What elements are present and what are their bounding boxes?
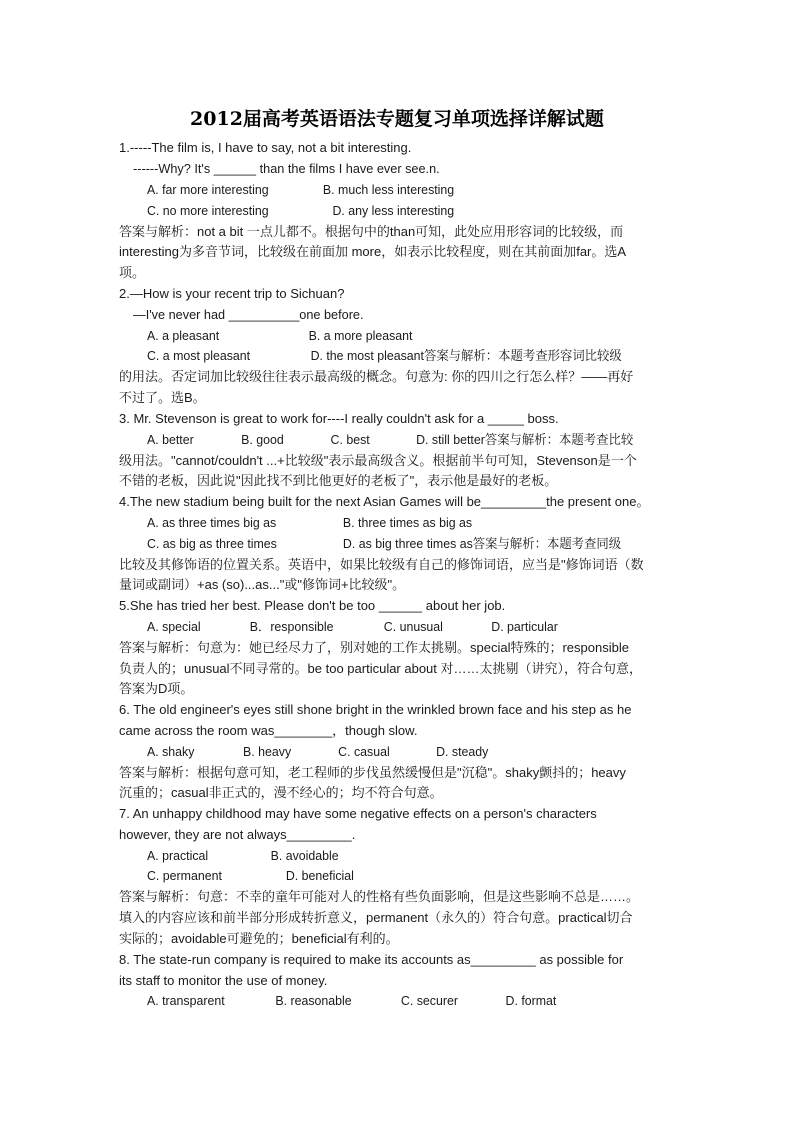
q6-stem-line2: came across the room was________，though slow. xyxy=(119,723,418,738)
q5-explanation-line3: 答案为D项。 xyxy=(119,681,194,696)
q1-explanation-line3: 项。 xyxy=(119,265,146,280)
q1-options-row1 xyxy=(147,180,676,200)
q4-options-row1 xyxy=(147,513,676,533)
q6-option-a: A. shaky xyxy=(147,744,195,759)
q5-explanation-line2: 负责人的；unusual不同寻常的。be too particular about 对……太挑剔（讲究），符合句意， xyxy=(119,661,643,676)
q8-option-a: A. transparent xyxy=(147,993,225,1008)
q5-option-a: A. special xyxy=(147,619,201,634)
q8-options-row xyxy=(147,991,676,1011)
q5-option-b: B．responsible xyxy=(249,619,334,634)
q4-option-c: C. as big as three times xyxy=(147,536,277,551)
q7-options-row1 xyxy=(147,846,676,866)
q3-explanation-line2: 级用法。"cannot/couldn't ...+比较级"表示最高级含义。根据前半句可知，Stevenson是一个 xyxy=(119,453,637,468)
q2-options-row1 xyxy=(147,326,676,346)
q8-option-b: B. reasonable xyxy=(275,993,352,1008)
q2-options-row2 xyxy=(147,346,676,366)
q2-stem: 2.—How is your recent trip to Sichuan? xyxy=(119,286,345,301)
q6-stem-line1: 6. The old engineer's eyes still shone bright in the wrinkled brown face and his step as he xyxy=(119,702,632,717)
q1-option-d: D. any less interesting xyxy=(332,203,455,218)
q8-stem-line2: its staff to monitor the use of money. xyxy=(119,973,328,988)
q5-option-c: C. unusual xyxy=(383,619,443,634)
q6-option-c: C. casual xyxy=(338,744,390,759)
q6-explanation-line2: 沉重的；casual非正式的，漫不经心的；均不符合句意。 xyxy=(119,785,443,800)
q3-option-c: C. best xyxy=(330,432,370,447)
q1-options-row2 xyxy=(147,201,676,221)
q7-option-c: C. permanent xyxy=(147,868,222,883)
q5-stem: 5.She has tried her best. Please don't be too ______ about her job. xyxy=(119,598,506,613)
q7-option-a: A. practical xyxy=(147,848,209,863)
q4-options-row2 xyxy=(147,534,676,554)
q7-options-row2 xyxy=(147,866,676,886)
q1-stem: 1.-----The film is, I have to say, not a bit interesting. xyxy=(119,140,412,155)
q8-stem-line1: 8. The state-run company is required to make its accounts as_________ as possible for xyxy=(119,952,624,967)
q7-option-b: B. avoidable xyxy=(270,848,339,863)
q6-option-b: B. heavy xyxy=(243,744,292,759)
q4-option-b: B. three times as big as xyxy=(342,515,473,530)
q1-option-b: B. much less interesting xyxy=(322,182,455,197)
q7-stem-line1: 7. An unhappy childhood may have some negative effects on a person's characters xyxy=(119,806,597,821)
q4-option-a: A. as three times big as xyxy=(147,515,277,530)
q2-explanation-line3: 不过了。选B。 xyxy=(119,390,206,405)
q2-option-d: D. the most pleasant答案与解析：本题考查形容词比较级 xyxy=(310,348,622,363)
q2-option-c: C. a most pleasant xyxy=(147,348,251,363)
q3-options-row xyxy=(147,430,676,450)
q7-explanation-line1: 答案与解析：句意：不幸的童年可能对人的性格有些负面影响，但是这些影响不总是……。 xyxy=(119,889,640,904)
q3-option-b: B. good xyxy=(241,432,284,447)
q2-explanation-line2: 的用法。否定词加比较级往往表示最高级的概念。句意为: 你的四川之行怎么样？——再好 xyxy=(119,369,634,384)
q5-options-row xyxy=(147,617,676,637)
q5-explanation-line1: 答案与解析：句意为：她已经尽力了，别对她的工作太挑剔。special特殊的；responsible xyxy=(119,640,629,655)
q1-explanation-line1: 答案与解析：not a bit 一点儿都不。根据句中的than可知，此处应用形容词的比较级，而 xyxy=(119,224,624,239)
q2-option-b: B. a more pleasant xyxy=(308,328,413,343)
q3-option-d: D. still better答案与解析：本题考查比较 xyxy=(416,432,634,447)
q6-explanation-line1: 答案与解析：根据句意可知，老工程师的步伐虽然缓慢但是"沉稳"。shaky颤抖的；heavy xyxy=(119,765,626,780)
q2-option-a: A. a pleasant xyxy=(147,328,220,343)
q7-explanation-line3: 实际的；avoidable可避免的；beneficial有利的。 xyxy=(119,931,399,946)
q1-option-a: A. far more interesting xyxy=(147,182,269,197)
q5-option-d: D. particular xyxy=(491,619,558,634)
q6-option-d: D. steady xyxy=(436,744,489,759)
q7-option-d: D. beneficial xyxy=(285,868,354,883)
q7-explanation-line2: 填入的内容应该和前半部分形成转折意义，permanent（永久的）符合句意。practical切合 xyxy=(119,910,633,925)
q8-option-c: C. securer xyxy=(400,993,458,1008)
q1-reply: ------Why? It's ______ than the films I have ever see.n. xyxy=(133,161,440,176)
q8-option-d: D. format xyxy=(505,993,557,1008)
q4-option-d: D. as big three times as答案与解析：本题考查同级 xyxy=(342,536,622,551)
q4-stem: 4.The new stadium being built for the next Asian Games will be_________the present one。 xyxy=(119,494,650,509)
q7-stem-line2: however, they are not always_________. xyxy=(119,827,356,842)
q4-explanation-line3: 量词或副词）+as (so)...as..."或"修饰词+比较级"。 xyxy=(119,577,406,592)
q1-option-c: C. no more interesting xyxy=(147,203,269,218)
q1-explanation-line2: interesting为多音节词，比较级在前面加 more，如表示比较程度，则在其前面加far。选A xyxy=(119,244,627,259)
document-title: 2012届高考英语语法专题复习单项选择详解试题 xyxy=(190,108,604,130)
q3-stem: 3. Mr. Stevenson is great to work for----I really couldn't ask for a _____ boss. xyxy=(119,411,559,426)
q4-explanation-line2: 比较及其修饰语的位置关系。英语中，如果比较级有自己的修饰词语，应当是"修饰词语（数 xyxy=(119,557,644,572)
q3-explanation-line3: 不错的老板，因此说"因此找不到比他更好的老板了"，表示他是最好的老板。 xyxy=(119,473,558,488)
q6-options-row xyxy=(147,742,676,762)
q2-reply: —I've never had __________one before. xyxy=(133,307,364,322)
q3-option-a: A. better xyxy=(147,432,194,447)
